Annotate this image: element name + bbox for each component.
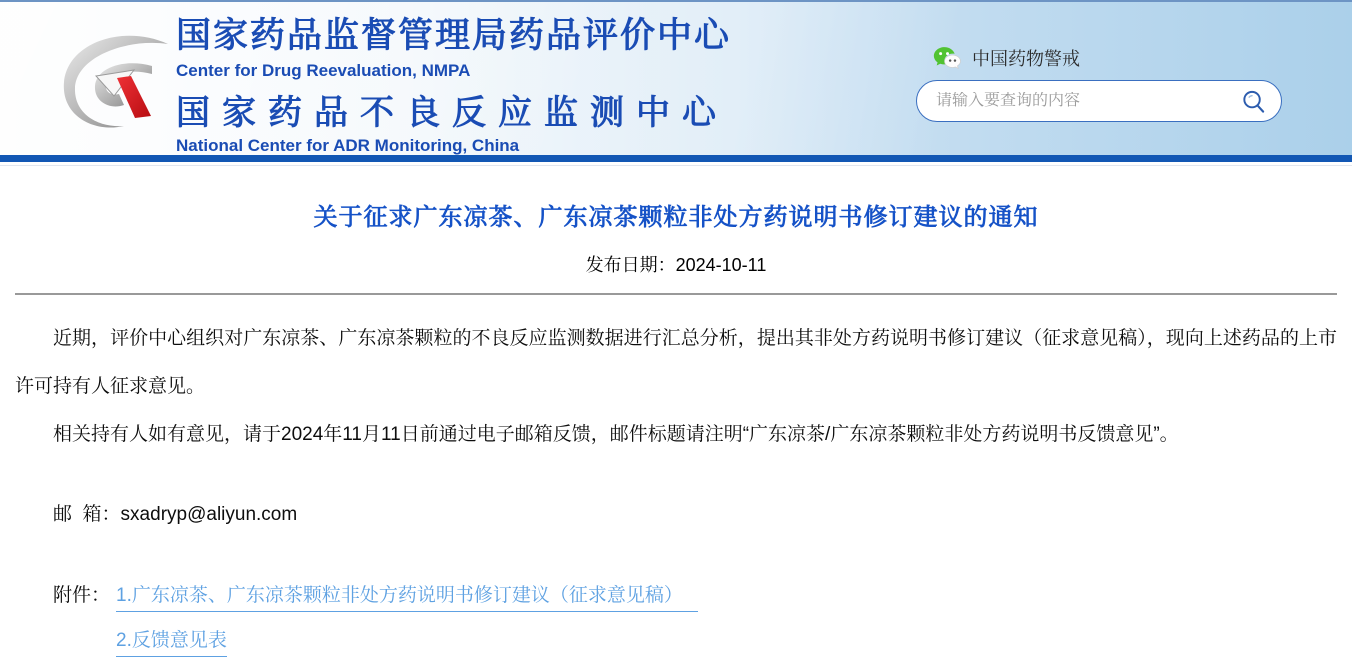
article-page <box>0 197 1352 657</box>
brand-en-line1: Center for Drug Reevaluation, NMPA <box>176 61 471 80</box>
brand-cn-line1: 国家药品监督管理局药品评价中心 <box>176 16 732 55</box>
page-title: 关于征求广东凉茶、广东凉茶颗粒非处方药说明书修订建议的通知 <box>313 204 1039 231</box>
attachment-link-2[interactable]: 2.反馈意见表 <box>116 626 227 657</box>
brand-cn-line2: 国家药品不良反应监测中心 <box>176 94 728 132</box>
wechat-pharmacovigilance-link[interactable] <box>933 44 1080 72</box>
header-underline <box>0 165 1352 166</box>
email-line: 邮 箱：sxadryp@aliyun.com <box>53 504 298 525</box>
search-bar <box>916 80 1282 122</box>
attachments-label: 附件： <box>53 585 111 606</box>
brand-block <box>176 8 731 156</box>
search-icon <box>1240 88 1267 115</box>
paragraph-1: 近期，评价中心组织对广东凉茶、广东凉茶颗粒的不良反应监测数据进行汇总分析，提出其非处方药说明书修订建议（征求意见稿），现向上述药品的上市许可持有人征求意见。 <box>15 328 1337 397</box>
site-header <box>0 0 1352 155</box>
cdr-logo <box>58 30 174 138</box>
search-button[interactable] <box>1240 88 1267 115</box>
header-accent-bar <box>0 155 1352 162</box>
wechat-label: 中国药物警戒 <box>972 49 1080 69</box>
search-input[interactable] <box>936 92 1240 110</box>
title-divider <box>15 293 1337 295</box>
publish-date: 发布日期：2024-10-11 <box>585 255 767 275</box>
article-body <box>15 315 1337 459</box>
wechat-icon <box>933 44 961 72</box>
attachments-list <box>116 581 698 657</box>
cdr-logo-icon <box>58 30 174 138</box>
brand-en-line2: National Center for ADR Monitoring, China <box>176 136 520 155</box>
attachment-link-1[interactable]: 1.广东凉茶、广东凉茶颗粒非处方药说明书修订建议（征求意见稿） <box>116 581 698 612</box>
attachments-section <box>15 581 1337 657</box>
paragraph-2: 相关持有人如有意见，请于2024年11月11日前通过电子邮箱反馈，邮件标题请注明“广东凉茶/广东凉茶颗粒非处方药说明书反馈意见”。 <box>53 424 1179 445</box>
